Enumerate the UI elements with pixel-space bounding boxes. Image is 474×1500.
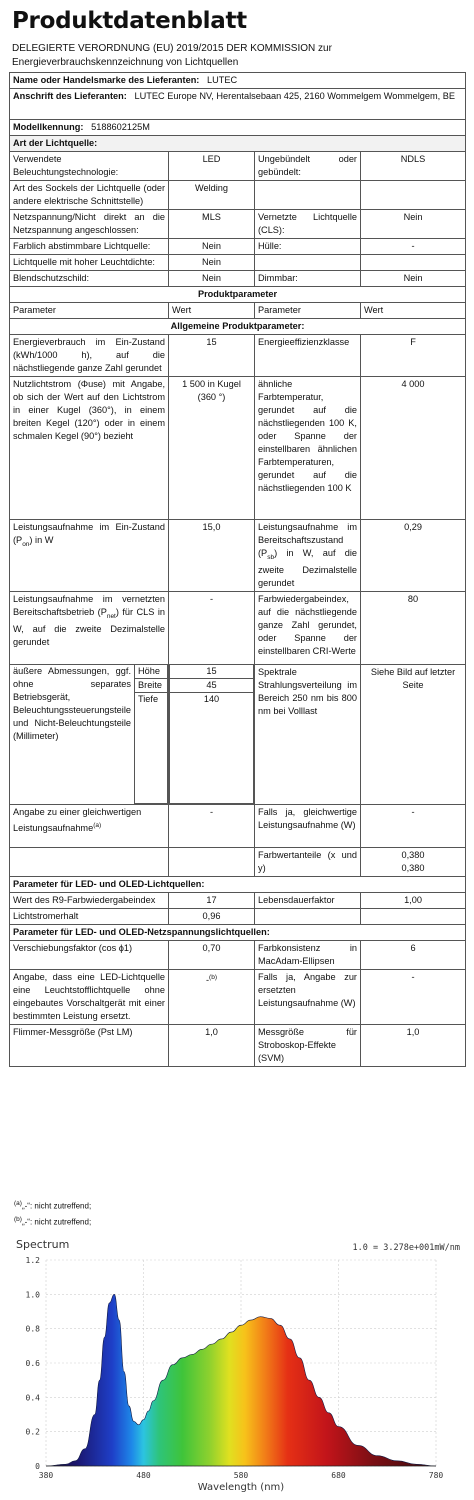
- retrofit-value: -$^{(b)}$: [169, 969, 255, 1024]
- chromaticity-value: 0,380 0,380: [361, 847, 466, 876]
- r9-row: [10, 892, 466, 908]
- x-tick-label: 380: [38, 1471, 54, 1480]
- general-params-row: [10, 319, 466, 335]
- mains-section-row: [10, 924, 466, 940]
- color-consistency-param: Farbkonsistenz in MacAdam-Ellipsen: [255, 940, 361, 969]
- type-param: [255, 255, 361, 271]
- chart-title: Spectrum: [16, 1238, 70, 1251]
- type-row: [10, 152, 466, 181]
- y-tick-label: 0.8: [25, 1324, 40, 1334]
- cri-param: Farbwiedergabeindex, auf die nächstliegende ganze Zahl gerundet, oder Spanne der einstellbaren CRI-Werte: [255, 591, 361, 664]
- type-value: MLS: [169, 210, 255, 239]
- network-standby-param: Leistungsaufnahme im vernetzten Bereitschaftsbetrieb $(P_{net})$ für CLS in W, auf die zweite Dezimalstelle gerundet: [10, 591, 169, 664]
- x-tick-label: 780: [428, 1471, 444, 1480]
- type-value: LED: [169, 152, 255, 181]
- type-value: Nein: [169, 255, 255, 271]
- type-param: Farblich abstimmbare Lichtquelle:: [10, 239, 169, 255]
- dimension-name: Breite: [135, 678, 168, 692]
- dimensions-row: [10, 664, 466, 804]
- dimension-values: [169, 665, 254, 804]
- power-factor-value: 0,70: [169, 940, 255, 969]
- equivalent-row: [10, 804, 466, 847]
- power-on-value: 15,0: [169, 520, 255, 592]
- product-params-heading: Produktparameter: [10, 287, 466, 303]
- color-consistency-value: 6: [361, 940, 466, 969]
- x-tick-label: 580: [233, 1471, 249, 1480]
- page-title: Produktdatenblatt: [12, 8, 247, 34]
- type-param: Netzspannung/Nicht direkt an die Netzspannung angeschlossen:: [10, 210, 169, 239]
- retrofit-param: Angabe, dass eine LED-Lichtquelle eine Leuchtstofflichtquelle ohne eingebautes Vorschaltgerät mit einer bestimmten Leistung ersetzt.: [10, 969, 169, 1024]
- supplier-name-label: Name oder Handelsmarke des Lieferanten:: [13, 75, 200, 85]
- supplier-name-row: [10, 73, 466, 89]
- replaced-power-value: -: [361, 969, 466, 1024]
- flux-param: Nutzlichtstrom (Φuse) mit Angabe, ob sich der Wert auf den Lichtstrom in einer Kugel (360°), in einem breiten Kegel (120°) oder in einem schmalen Kegel (90°) bezieht: [10, 377, 169, 520]
- maintenance-value: 0,96: [169, 908, 255, 924]
- network-row: [10, 591, 466, 664]
- supplier-address-row: [10, 89, 466, 120]
- equivalent-power-value: -: [361, 804, 466, 847]
- type-param: Lichtquelle mit hoher Leuchtdichte:: [10, 255, 169, 271]
- y-tick-label: 0.2: [25, 1427, 40, 1437]
- energy-row: [10, 335, 466, 377]
- type-value: -: [361, 239, 466, 255]
- maintenance-row: [10, 908, 466, 924]
- x-tick-label: 480: [136, 1471, 151, 1480]
- footnotes: [14, 1197, 91, 1228]
- flux-value: 1 500 in Kugel (360 °): [169, 377, 255, 520]
- type-param: Ungebündelt oder gebündelt:: [255, 152, 361, 181]
- type-param: Blendschutzschild:: [10, 271, 169, 287]
- type-value: Nein: [169, 239, 255, 255]
- type-param: Dimmbar:: [255, 271, 361, 287]
- y-tick-label: 1.2: [25, 1256, 40, 1265]
- dimension-value: 45: [170, 678, 254, 692]
- chromaticity-row: [10, 847, 466, 876]
- flicker-row: [10, 1024, 466, 1066]
- column-header-row: [10, 303, 466, 319]
- supplier-name-value: LUTEC: [207, 75, 238, 85]
- retrofit-row: [10, 969, 466, 1024]
- y-tick-label: 0.4: [25, 1393, 40, 1403]
- col-header-value: Wert: [361, 303, 466, 319]
- type-section-heading: Art der Lichtquelle:: [10, 136, 466, 152]
- supplier-address-label: Anschrift des Lieferanten:: [13, 91, 127, 101]
- chromaticity-param: Farbwertanteile (x und y): [255, 847, 361, 876]
- network-standby-value: -: [169, 591, 255, 664]
- survival-value: 1,00: [361, 892, 466, 908]
- type-value: Nein: [361, 271, 466, 287]
- dimensions-label: äußere Abmessungen, ggf. ohne separates Betriebsgerät, Beleuchtungssteuerungsteile und Nicht-Beleuchtungsteile (Millimeter): [13, 665, 131, 741]
- type-row: [10, 255, 466, 271]
- maintenance-param: Lichtstromerhalt: [10, 908, 169, 924]
- equivalent-power-param: Falls ja, gleichwertige Leistungsaufnahme (W): [255, 804, 361, 847]
- type-row: [10, 239, 466, 255]
- energy-param: Energieverbrauch im Ein-Zustand (kWh/1000 h), auf die nächstliegende ganze Zahl gerundet: [10, 335, 169, 377]
- y-tick-label: 0: [35, 1462, 40, 1471]
- type-value: NDLS: [361, 152, 466, 181]
- type-row: [10, 181, 466, 210]
- flicker-value: 1,0: [169, 1024, 255, 1066]
- y-tick-label: 1.0: [25, 1290, 40, 1300]
- type-param: Hülle:: [255, 239, 361, 255]
- type-param: [255, 181, 361, 210]
- type-param: Vernetzte Lichtquelle (CLS):: [255, 210, 361, 239]
- col-header-value: Wert: [169, 303, 255, 319]
- regulation-text: DELEGIERTE VERORDNUNG (EU) 2019/2015 DER KOMMISSION zur Energieverbrauchskennzeichnung von Lichtquellen: [12, 43, 332, 68]
- type-value: Welding: [169, 181, 255, 210]
- stroboscopic-value: 1,0: [361, 1024, 466, 1066]
- efficiency-class-value: F: [361, 335, 466, 377]
- footnote: $^{(a)}$„-“: nicht zutreffend;: [14, 1200, 92, 1211]
- type-row: [10, 210, 466, 239]
- col-header-param: Parameter: [10, 303, 169, 319]
- footnote: $^{(b)}$„-“: nicht zutreffend;: [14, 1215, 92, 1227]
- spectral-value: Siehe Bild auf letzter Seite: [361, 664, 466, 804]
- dimension-value: 140: [170, 692, 254, 803]
- supplier-address-value: LUTEC Europe NV, Herentalsebaan 425, 2160 Wommelgem Wommelgem, BE: [134, 91, 456, 101]
- type-param: Verwendete Beleuchtungstechnologie:: [10, 152, 169, 181]
- led-section-row: [10, 876, 466, 892]
- type-value: [361, 181, 466, 210]
- product-params-row: [10, 287, 466, 303]
- chart-annotation: 1.0 = 3.278e+001mW/nm: [352, 1243, 460, 1253]
- stroboscopic-param: Messgröße für Stroboskop-Effekte (SVM): [255, 1024, 361, 1066]
- spectral-param: Spektrale Strahlungsverteilung im Bereich 250 nm bis 800 nm bei Volllast: [255, 664, 361, 804]
- type-row: [10, 271, 466, 287]
- dimension-name: Tiefe: [135, 692, 168, 803]
- model-row: [10, 120, 466, 136]
- type-value: [361, 255, 466, 271]
- replaced-power-param: Falls ja, Angabe zur ersetzten Leistungsaufnahme (W): [255, 969, 361, 1024]
- model-label: Modellkennung:: [13, 122, 84, 132]
- survival-param: Lebensdauerfaktor: [255, 892, 361, 908]
- type-param: Art des Sockels der Lichtquelle (oder andere elektrische Schnittstelle): [10, 181, 169, 210]
- dimension-name: Höhe: [135, 665, 168, 679]
- spectrum-chart: [4, 1234, 470, 1498]
- power-row: [10, 520, 466, 592]
- r9-value: 17: [169, 892, 255, 908]
- power-on-param: Leistungsaufnahme im Ein-Zustand $(P_{on})$ in W: [10, 520, 169, 592]
- y-tick-label: 0.6: [25, 1359, 40, 1368]
- model-value: 5188602125M: [91, 122, 150, 132]
- x-tick-label: 680: [331, 1471, 346, 1480]
- type-section-row: [10, 136, 466, 152]
- power-factor-param: Verschiebungsfaktor (cos ϕ1): [10, 940, 169, 969]
- type-value: Nein: [361, 210, 466, 239]
- type-value: Nein: [169, 271, 255, 287]
- standby-param: Leistungsaufnahme im Bereitschaftszustand $(P_{sb})$ in W, auf die zweite Dezimalstelle gerundet: [255, 520, 361, 592]
- standby-value: 0,29: [361, 520, 466, 592]
- energy-value: 15: [169, 335, 255, 377]
- data-sheet-table: [9, 72, 466, 1067]
- equivalent-value: -: [169, 804, 255, 847]
- r9-param: Wert des R9-Farbwiedergabeindex: [10, 892, 169, 908]
- flicker-param: Flimmer-Messgröße (Pst LM): [10, 1024, 169, 1066]
- led-section-heading: Parameter für LED- und OLED-Lichtquellen:: [10, 876, 466, 892]
- cri-value: 80: [361, 591, 466, 664]
- efficiency-class-param: Energieeffizienzklasse: [255, 335, 361, 377]
- cct-value: 4 000: [361, 377, 466, 520]
- dimensions-table: [10, 665, 168, 804]
- flux-row: [10, 377, 466, 520]
- cct-param: ähnliche Farbtemperatur, gerundet auf die nächstliegenden 100 K, oder Spanne der einstellbaren ähnlichen Farbtemperaturen, gerundet auf die nächstliegenden 100 K: [255, 377, 361, 520]
- equivalent-param: Angabe zu einer gleichwertigen Leistungsaufnahme$^{(a)}$: [10, 804, 169, 847]
- col-header-param: Parameter: [255, 303, 361, 319]
- dimension-value: 15: [170, 665, 254, 679]
- mains-section-heading: Parameter für LED- und OLED-Netzspannungslichtquellen:: [10, 924, 466, 940]
- x-axis-label: Wavelength (nm): [197, 1482, 285, 1493]
- general-params-heading: Allgemeine Produktparameter:: [10, 319, 466, 335]
- power-factor-row: [10, 940, 466, 969]
